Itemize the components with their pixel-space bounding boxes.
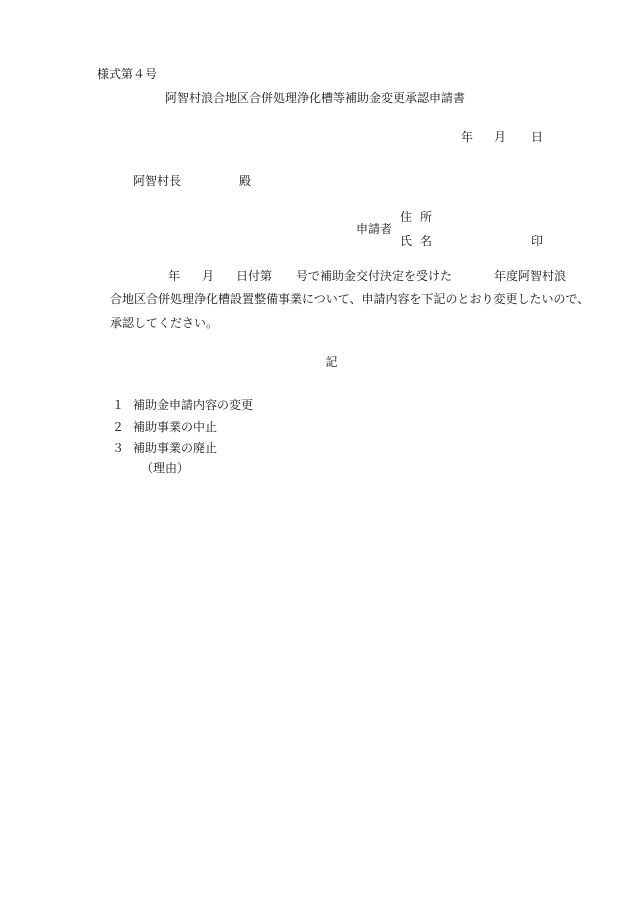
list-item: 補助金申請内容の変更 [133, 398, 254, 412]
seal-mark: 印 [531, 234, 544, 248]
reason-label: （理由） [141, 461, 190, 475]
body-decision-text: 号で補助金交付決定を受けた [296, 269, 453, 283]
body-day-number-label: 日付第 [236, 269, 273, 283]
address-label: 住所 [400, 210, 441, 224]
applicant-label: 申請者 [356, 222, 393, 236]
list-item: 補助事業の廃止 [133, 441, 218, 455]
list-item-number: ３ [112, 441, 125, 455]
ki-heading: 記 [325, 355, 338, 369]
list-item-number: １ [112, 398, 125, 412]
date-day-label: 日 [531, 130, 544, 144]
date-year-label: 年 [461, 130, 474, 144]
form-number: 様式第４号 [97, 67, 158, 81]
body-fiscal-year-text: 年度阿智村浪 [494, 269, 567, 283]
list-item-number: ２ [112, 420, 125, 434]
list-item: 補助事業の中止 [133, 420, 218, 434]
body-line-3: 承認してください。 [110, 316, 219, 330]
body-month-label: 月 [202, 269, 215, 283]
addressee-name: 阿智村長 [133, 174, 182, 188]
date-month-label: 月 [494, 130, 507, 144]
addressee-honorific: 殿 [239, 174, 252, 188]
name-label: 氏名 [400, 234, 441, 248]
body-year-label: 年 [168, 269, 181, 283]
body-line-2: 合地区合併処理浄化槽設置整備事業について、申請内容を下記のとおり変更したいので、 [110, 292, 590, 306]
document-title: 阿智村浪合地区合併処理浄化槽等補助金変更承認申請書 [164, 91, 465, 105]
